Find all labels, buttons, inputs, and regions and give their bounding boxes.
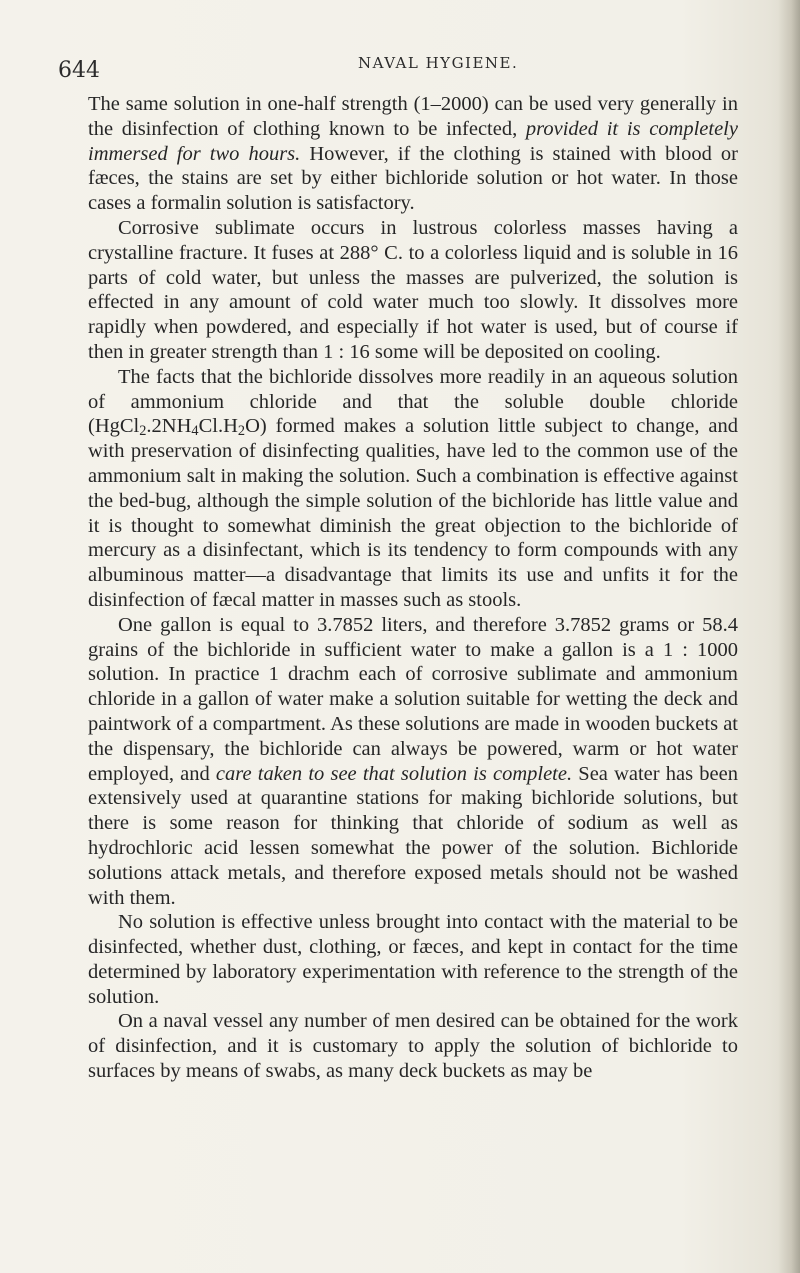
text-run: However, if the clothing is stained with blood or fæces, the stains are set by either bichloride solution or hot water. In those cases a formalin solution is satisfactory. <box>88 142 738 215</box>
text-run: Corrosive sublimate occurs in lustrous colorless masses having a crystalline fracture. It fuses at 288° C. to a colorless liquid and is soluble in 16 parts of cold water, but unless the masses are pulverized, the solution is effected in any amount of cold water much too slowly. It dissolves more rapidly when powdered, and especially if hot water is used, but of course if then in greater strength than 1 : 16 some will be deposited on cooling. <box>88 216 738 363</box>
paragraph <box>88 92 738 216</box>
paragraph <box>88 613 738 911</box>
page-header <box>58 50 738 90</box>
text-run: Sea water has been extensively used at quarantine stations for making bichloride solutions, but there is some reason for thinking that chloride of sodium as well as hydrochloric acid lessen somewhat the power of the solution. Bichloride solutions attack metals, and therefore exposed metals should not be washed with them. <box>88 762 738 909</box>
page-edge-shadow <box>778 0 800 1273</box>
paragraph <box>88 216 738 365</box>
paragraph <box>88 365 738 613</box>
text-run: .2NH <box>146 415 192 438</box>
paragraph <box>88 910 738 1009</box>
text-run: On a naval vessel any number of men desired can be obtained for the work of disinfection, and it is customary to apply the solution of bichloride to surfaces by means of swabs, as many deck buckets as may be <box>88 1010 738 1083</box>
subscript: 4 <box>191 423 199 440</box>
page-number: 644 <box>58 58 100 83</box>
text-run: One gallon is equal to 3.7852 liters, and therefore 3.7852 grams or 58.4 grains of the bichloride in sufficient water to make a gallon is a 1 : 1000 solution. In practice 1 drachm each of corrosive sublimate and ammonium chloride in a gallon of water make a solution suitable for wetting the deck and paintwork of a compartment. As these solutions are made in wooden buckets at the dispensary, the bichloride can always be powered, warm or hot water employed, and <box>88 613 738 785</box>
text-run: Cl.H <box>198 415 238 438</box>
text-run: The same solution in one-half strength (1–2000) can be used very generally in the disinfection of clothing known to be infected, <box>88 93 738 140</box>
running-head: NAVAL HYGIENE. <box>358 54 519 72</box>
italic-text: provided it is completely immersed for two hours. <box>88 117 738 165</box>
italic-text: care taken to see that solution is complete. <box>215 762 573 785</box>
text-run: No solution is effective unless brought into contact with the material to be disinfected, whether dust, clothing, or fæces, and kept in contact for the time determined by laboratory experimentation with reference to the strength of the solution. <box>88 911 738 1008</box>
subscript: 2 <box>139 423 147 440</box>
paragraph <box>88 1009 738 1083</box>
text-run: The facts that the bichloride dissolves more readily in an aqueous solution of ammonium chloride and that the soluble double chloride (HgCl <box>88 365 738 438</box>
text-run: O) formed makes a solution little subject to change, and with preservation of disinfecting qualities, have led to the common use of the ammonium salt in making the solution. Such a combination is effective against the bed-bug, although the simple solution of the bichloride has little value and it is thought to somewhat diminish the great objection to the bichloride of mercury as a disinfectant, which is its tendency to form compounds with any albuminous matter—a disadvantage that limits its use and unfits it for the disinfection of fæcal matter in masses such as stools. <box>88 415 738 611</box>
subscript: 2 <box>237 423 246 440</box>
body-text <box>88 92 738 1084</box>
